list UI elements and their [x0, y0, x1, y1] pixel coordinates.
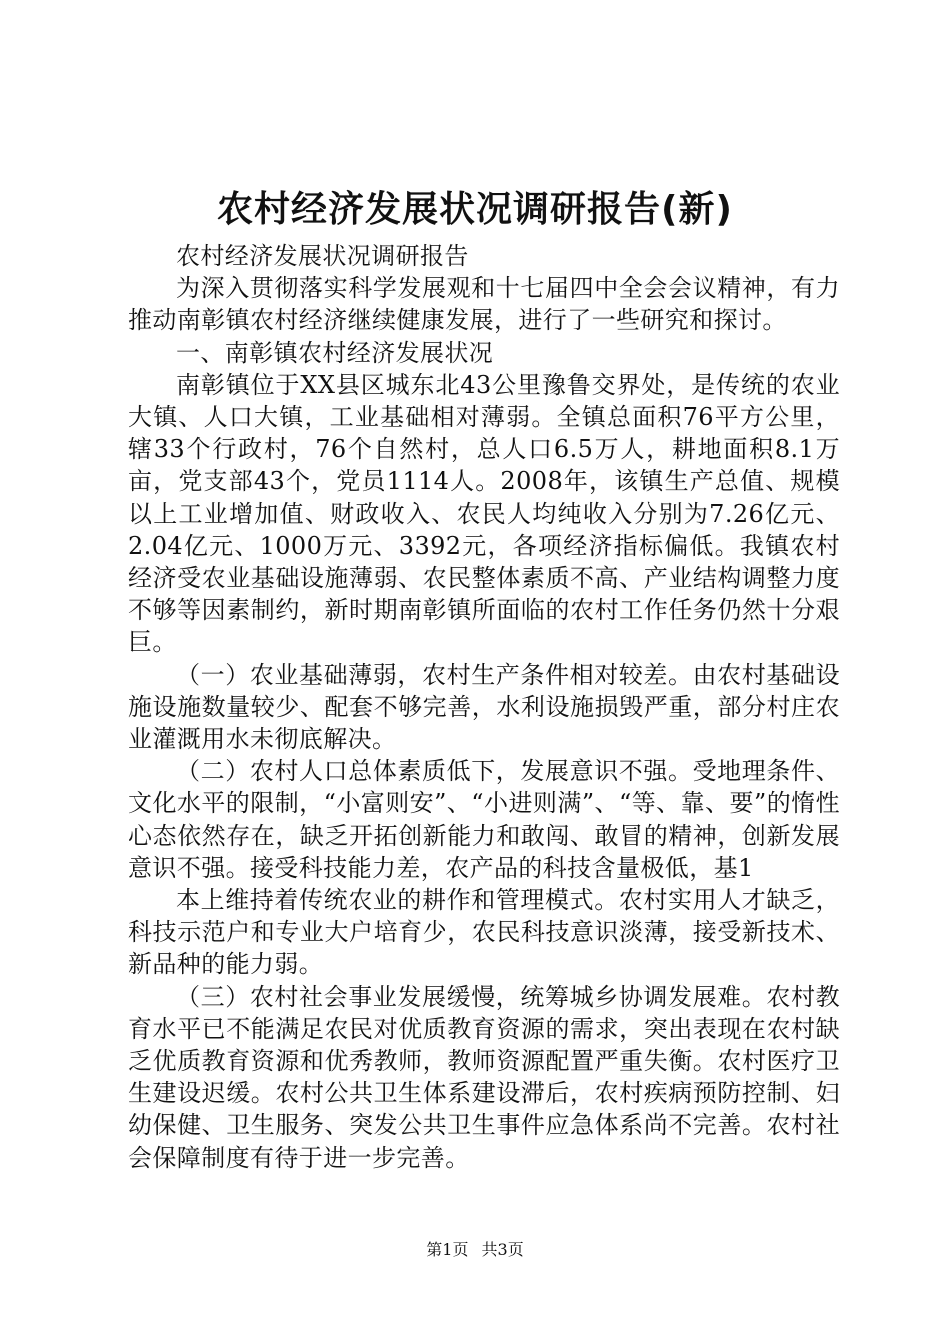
paragraph-overview: 南彰镇位于XX县区城东北43公里豫鲁交界处，是传统的农业大镇、人口大镇，工业基础相对薄弱。全镇总面积76平方公里，辖33个行政村，76个自然村，总人口6.5万人，耕地面积8.1万亩，党支部43个，党员1114人。2008年，该镇生产总值、规模以上工业增加值、财政收入、农民人均纯收入分别为7.26亿元、2.04亿元、1000万元、3392元，各项经济指标偏低。我镇农村经济受农业基础设施薄弱、农民整体素质不高、产业结构调整力度不够等因素制约，新时期南彰镇所面临的农村工作任务仍然十分艰巨。 [128, 370, 840, 657]
paragraph-intro: 为深入贯彻落实科学发展观和十七届四中全会会议精神，有力推动南彰镇农村经济继续健康发展，进行了一些研究和探讨。 [128, 274, 840, 335]
document-title: 农村经济发展状况调研报告(新) [217, 189, 733, 230]
page-number: 第1页 [426, 1240, 469, 1259]
document-body [128, 240, 840, 1174]
paragraph-point-3: （三）农村社会事业发展缓慢，统筹城乡协调发展难。农村教育水平已不能满足农民对优质教育资源的需求，突出表现在农村缺乏优质教育资源和优秀教师，教师资源配置严重失衡。农村医疗卫生建设迟缓。农村公共卫生体系建设滞后，农村疾病预防控制、妇幼保健、卫生服务、突发公共卫生事件应急体系尚不完善。农村社会保障制度有待于进一步完善。 [128, 982, 840, 1172]
paragraph-continuation: 本上维持着传统农业的耕作和管理模式。农村实用人才缺乏，科技示范户和专业大户培育少，农民科技意识淡薄，接受新技术、新品种的能力弱。 [128, 886, 840, 979]
paragraph-subtitle: 农村经济发展状况调研报告 [176, 242, 469, 270]
section-heading-1: 一、南彰镇农村经济发展状况 [176, 338, 494, 367]
page-total: 共3页 [481, 1240, 524, 1259]
paragraph-point-1: （一）农业基础薄弱，农村生产条件相对较差。由农村基础设施设施数量较少、配套不够完善，水利设施损毁严重，部分村庄农业灌溉用水未彻底解决。 [128, 660, 840, 754]
page-footer [0, 1240, 950, 1260]
paragraph-point-2: （二）农村人口总体素质低下，发展意识不强。受地理条件、文化水平的限制，“小富则安”、“小进则满”、“等、靠、要”的惰性心态依然存在，缺乏开拓创新能力和敢闯、敢冒的精神，创新发展意识不强。接受科技能力差，农产品的科技含量极低，基1 [128, 757, 840, 882]
